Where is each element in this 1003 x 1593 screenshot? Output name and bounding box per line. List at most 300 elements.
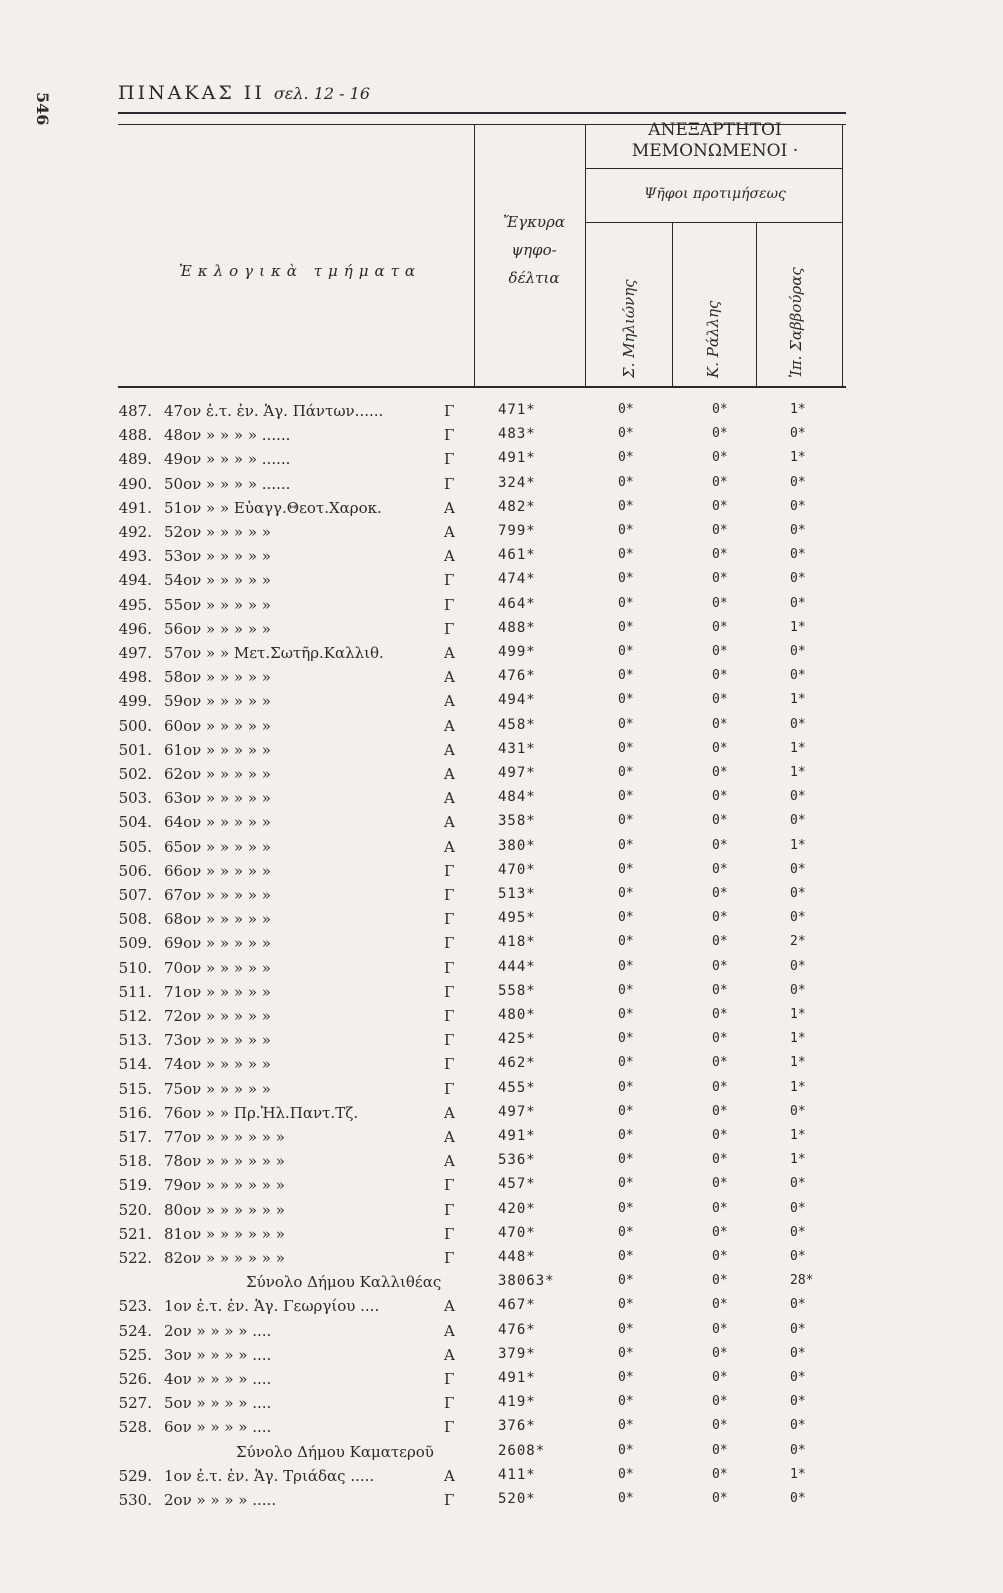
votes-milionis: 0* <box>618 426 634 441</box>
row-number: 521. <box>118 1225 152 1243</box>
votes-milionis: 0* <box>618 450 634 465</box>
votes-savvouras: 0* <box>790 1370 806 1385</box>
table-row <box>0 1322 1003 1345</box>
row-number: 526. <box>118 1370 152 1388</box>
row-number: 508. <box>118 910 152 928</box>
votes-savvouras: 1* <box>790 1467 806 1482</box>
votes-rallis: 0* <box>712 1080 728 1095</box>
header-candidate-savvouras: Ἰπ. Σαββούρας <box>787 267 805 378</box>
votes-savvouras: 0* <box>790 499 806 514</box>
votes-milionis: 0* <box>618 1249 634 1264</box>
table-row <box>0 1467 1003 1490</box>
votes-milionis: 0* <box>618 1346 634 1361</box>
header-valid-line-2: ψηφο- <box>511 241 557 259</box>
table-row <box>0 1346 1003 1369</box>
row-number: 504. <box>118 813 152 831</box>
table-row <box>0 596 1003 619</box>
row-number: 498. <box>118 668 152 686</box>
table-row <box>0 765 1003 788</box>
votes-savvouras: 1* <box>790 765 806 780</box>
table-title <box>118 82 370 104</box>
votes-milionis: 0* <box>618 1225 634 1240</box>
section-name: 61ον » » » » » <box>164 741 271 759</box>
table-row <box>0 547 1003 570</box>
table-row <box>0 910 1003 933</box>
section-type: Α <box>444 1297 455 1315</box>
section-type: Α <box>444 547 455 565</box>
votes-rallis: 0* <box>712 1007 728 1022</box>
section-type: Γ <box>444 910 455 928</box>
header-preferences: Ψῆφοι προτιμήσεως <box>644 186 786 202</box>
valid-ballots: 444* <box>498 959 536 975</box>
row-number: 506. <box>118 862 152 880</box>
votes-savvouras: 0* <box>790 523 806 538</box>
section-type: Α <box>444 1346 455 1364</box>
row-number: 517. <box>118 1128 152 1146</box>
votes-milionis: 0* <box>618 1080 634 1095</box>
table-row <box>0 1055 1003 1078</box>
table-row <box>0 886 1003 909</box>
votes-milionis: 0* <box>618 1491 634 1506</box>
table-row <box>0 1104 1003 1127</box>
section-name: 79ον » » » » » » <box>164 1176 285 1194</box>
row-number: 510. <box>118 959 152 977</box>
header-group-line-2: ΜΕΜΟΝΩΜΕΝΟΙ · <box>631 141 799 161</box>
votes-milionis: 0* <box>618 717 634 732</box>
row-number: 527. <box>118 1394 152 1412</box>
section-name: 66ον » » » » » <box>164 862 271 880</box>
table-row <box>0 475 1003 498</box>
votes-rallis: 0* <box>712 499 728 514</box>
votes-savvouras: 0* <box>790 1225 806 1240</box>
table-row <box>0 1128 1003 1151</box>
votes-rallis: 0* <box>712 838 728 853</box>
votes-milionis: 0* <box>618 1128 634 1143</box>
votes-rallis: 0* <box>712 596 728 611</box>
table-row <box>0 1225 1003 1248</box>
table-row <box>0 668 1003 691</box>
votes-milionis: 0* <box>618 547 634 562</box>
row-number: 499. <box>118 692 152 710</box>
votes-milionis: 0* <box>618 1418 634 1433</box>
row-number: 496. <box>118 620 152 638</box>
section-type: Γ <box>444 959 455 977</box>
row-number: 511. <box>118 983 152 1001</box>
row-number: 513. <box>118 1031 152 1049</box>
votes-savvouras: 0* <box>790 1201 806 1216</box>
table-row <box>0 1370 1003 1393</box>
section-name: 1ον ἐ.τ. ἐν. Ἁγ. Τριάδας ..... <box>164 1467 375 1485</box>
valid-ballots: 461* <box>498 547 536 563</box>
section-name: 51ον » » Εὐαγγ.Θεοτ.Χαροκ. <box>164 499 382 517</box>
section-type: Γ <box>444 1394 455 1412</box>
section-type: Γ <box>444 450 455 468</box>
table-row <box>0 717 1003 740</box>
row-number: 497. <box>118 644 152 662</box>
table-row <box>0 692 1003 715</box>
votes-rallis: 0* <box>712 571 728 586</box>
votes-rallis: 0* <box>712 983 728 998</box>
votes-savvouras: 0* <box>790 717 806 732</box>
section-type: Γ <box>444 1491 455 1509</box>
votes-savvouras: 2* <box>790 934 806 949</box>
votes-savvouras: 1* <box>790 838 806 853</box>
header-candidate-rallis: Κ. Ράλλης <box>704 300 722 378</box>
table-row <box>0 741 1003 764</box>
section-name: 47ον ἐ.τ. ἐν. Ἁγ. Πάντων...... <box>164 402 384 420</box>
section-type: Γ <box>444 620 455 638</box>
votes-milionis: 0* <box>618 523 634 538</box>
votes-rallis: 0* <box>712 1394 728 1409</box>
votes-milionis: 0* <box>618 1370 634 1385</box>
votes-milionis: 0* <box>618 692 634 707</box>
votes-milionis: 0* <box>618 862 634 877</box>
votes-milionis: 0* <box>618 910 634 925</box>
header-group-line-1: ΑΝΕΞΑΡΤΗΤΟΙ <box>648 120 782 140</box>
valid-ballots: 425* <box>498 1031 536 1047</box>
section-name: 2ον » » » » ..... <box>164 1491 277 1509</box>
valid-ballots: 470* <box>498 1225 536 1241</box>
section-type: Α <box>444 523 455 541</box>
valid-ballots: 376* <box>498 1418 536 1434</box>
table-row <box>0 644 1003 667</box>
votes-rallis: 0* <box>712 1201 728 1216</box>
votes-milionis: 0* <box>618 644 634 659</box>
votes-savvouras: 0* <box>790 644 806 659</box>
votes-milionis: 0* <box>618 1297 634 1312</box>
votes-savvouras: 0* <box>790 983 806 998</box>
valid-ballots: 411* <box>498 1467 536 1483</box>
votes-savvouras: 1* <box>790 1128 806 1143</box>
votes-rallis: 0* <box>712 547 728 562</box>
votes-rallis: 0* <box>712 450 728 465</box>
section-name: 54ον » » » » » <box>164 571 271 589</box>
table-row <box>0 1031 1003 1054</box>
votes-savvouras: 0* <box>790 862 806 877</box>
table-row <box>0 620 1003 643</box>
section-name: 57ον » » Μετ.Σωτῆρ.Καλλιθ. <box>164 644 384 662</box>
votes-savvouras: 1* <box>790 402 806 417</box>
table-row <box>0 426 1003 449</box>
table-row <box>0 1418 1003 1441</box>
votes-rallis: 0* <box>712 886 728 901</box>
valid-ballots: 464* <box>498 596 536 612</box>
votes-rallis: 0* <box>712 1031 728 1046</box>
section-name: 53ον » » » » » <box>164 547 271 565</box>
valid-ballots: 483* <box>498 426 536 442</box>
votes-milionis: 0* <box>618 1104 634 1119</box>
group-underline <box>585 168 842 169</box>
section-name: 71ον » » » » » <box>164 983 271 1001</box>
valid-ballots: 448* <box>498 1249 536 1265</box>
votes-rallis: 0* <box>712 1225 728 1240</box>
total-row <box>0 1443 1003 1466</box>
section-type: Α <box>444 1128 455 1146</box>
page-number: 546 <box>33 92 52 126</box>
valid-ballots: 420* <box>498 1201 536 1217</box>
section-type: Γ <box>444 571 455 589</box>
table-row <box>0 934 1003 957</box>
valid-ballots: 497* <box>498 765 536 781</box>
votes-rallis: 0* <box>712 1467 728 1482</box>
votes-milionis: 0* <box>618 596 634 611</box>
section-name: 65ον » » » » » <box>164 838 271 856</box>
valid-ballots: 558* <box>498 983 536 999</box>
header-valid-line-1: Ἔγκυρα <box>503 213 565 231</box>
section-type: Α <box>444 838 455 856</box>
valid-ballots: 324* <box>498 475 536 491</box>
votes-milionis: 0* <box>618 1273 634 1288</box>
section-name: 60ον » » » » » <box>164 717 271 735</box>
votes-milionis: 0* <box>618 1201 634 1216</box>
votes-rallis: 0* <box>712 813 728 828</box>
section-type: Γ <box>444 1201 455 1219</box>
table-row <box>0 1176 1003 1199</box>
table-title-sub: σελ. 12 - 16 <box>273 84 370 103</box>
votes-savvouras: 1* <box>790 1080 806 1095</box>
section-name: 76ον » » Πρ.Ἠλ.Παντ.Τζ. <box>164 1104 359 1122</box>
section-name: 73ον » » » » » <box>164 1031 271 1049</box>
row-number: 516. <box>118 1104 152 1122</box>
row-number: 530. <box>118 1491 152 1509</box>
section-type: Γ <box>444 1007 455 1025</box>
table-row <box>0 523 1003 546</box>
section-name: 78ον » » » » » » <box>164 1152 285 1170</box>
col-divider-sections <box>474 124 475 386</box>
section-type: Γ <box>444 983 455 1001</box>
section-name: 72ον » » » » » <box>164 1007 271 1025</box>
votes-rallis: 0* <box>712 1055 728 1070</box>
votes-rallis: 0* <box>712 765 728 780</box>
votes-savvouras: 0* <box>790 886 806 901</box>
votes-savvouras: 0* <box>790 813 806 828</box>
section-name: 64ον » » » » » <box>164 813 271 831</box>
votes-rallis: 0* <box>712 402 728 417</box>
votes-milionis: 0* <box>618 765 634 780</box>
row-number: 492. <box>118 523 152 541</box>
votes-rallis: 0* <box>712 644 728 659</box>
valid-ballots: 494* <box>498 692 536 708</box>
valid-ballots: 457* <box>498 1176 536 1192</box>
votes-savvouras: 0* <box>790 1346 806 1361</box>
row-number: 501. <box>118 741 152 759</box>
votes-savvouras: 0* <box>790 596 806 611</box>
valid-ballots: 470* <box>498 862 536 878</box>
row-number: 502. <box>118 765 152 783</box>
valid-ballots: 380* <box>498 838 536 854</box>
section-type: Γ <box>444 1080 455 1098</box>
section-type: Α <box>444 765 455 783</box>
valid-ballots: 480* <box>498 1007 536 1023</box>
section-name: 6ον » » » » .... <box>164 1418 272 1436</box>
votes-rallis: 0* <box>712 1104 728 1119</box>
section-type: Γ <box>444 1249 455 1267</box>
votes-savvouras: 1* <box>790 1031 806 1046</box>
top-rule <box>118 112 846 114</box>
votes-milionis: 0* <box>618 1031 634 1046</box>
section-name: 56ον » » » » » <box>164 620 271 638</box>
votes-rallis: 0* <box>712 862 728 877</box>
section-type: Γ <box>444 402 455 420</box>
valid-ballots: 491* <box>498 1370 536 1386</box>
votes-milionis: 0* <box>618 402 634 417</box>
table-row <box>0 1152 1003 1175</box>
votes-milionis: 0* <box>618 475 634 490</box>
row-number: 514. <box>118 1055 152 1073</box>
votes-rallis: 0* <box>712 1418 728 1433</box>
votes-savvouras: 0* <box>790 1491 806 1506</box>
section-type: Γ <box>444 426 455 444</box>
votes-milionis: 0* <box>618 1322 634 1337</box>
section-name: Σύνολο Δήμου Καματεροῦ <box>236 1443 434 1461</box>
votes-rallis: 0* <box>712 1443 728 1458</box>
section-type: Α <box>444 813 455 831</box>
section-type: Γ <box>444 934 455 952</box>
section-type: Γ <box>444 886 455 904</box>
col-divider-right <box>842 124 843 386</box>
section-type: Α <box>444 499 455 517</box>
votes-milionis: 0* <box>618 1443 634 1458</box>
votes-rallis: 0* <box>712 1273 728 1288</box>
section-type: Γ <box>444 1225 455 1243</box>
votes-milionis: 0* <box>618 571 634 586</box>
votes-milionis: 0* <box>618 1176 634 1191</box>
valid-ballots: 2608* <box>498 1443 546 1459</box>
section-type: Α <box>444 1104 455 1122</box>
section-type: Α <box>444 717 455 735</box>
section-type: Α <box>444 1467 455 1485</box>
table-row <box>0 499 1003 522</box>
row-number: 523. <box>118 1297 152 1315</box>
section-name: 82ον » » » » » » <box>164 1249 285 1267</box>
section-name: 67ον » » » » » <box>164 886 271 904</box>
votes-savvouras: 0* <box>790 1176 806 1191</box>
votes-milionis: 0* <box>618 1055 634 1070</box>
votes-milionis: 0* <box>618 983 634 998</box>
section-name: 1ον ἐ.τ. ἐν. Ἁγ. Γεωργίου .... <box>164 1297 380 1315</box>
row-number: 487. <box>118 402 152 420</box>
section-type: Α <box>444 1152 455 1170</box>
section-name: 52ον » » » » » <box>164 523 271 541</box>
votes-rallis: 0* <box>712 620 728 635</box>
table-row <box>0 789 1003 812</box>
votes-rallis: 0* <box>712 1370 728 1385</box>
valid-ballots: 462* <box>498 1055 536 1071</box>
section-type: Γ <box>444 1418 455 1436</box>
section-name: 80ον » » » » » » <box>164 1201 285 1219</box>
votes-rallis: 0* <box>712 1322 728 1337</box>
votes-rallis: 0* <box>712 692 728 707</box>
table-row <box>0 838 1003 861</box>
row-number: 489. <box>118 450 152 468</box>
votes-rallis: 0* <box>712 1152 728 1167</box>
total-row <box>0 1273 1003 1296</box>
votes-milionis: 0* <box>618 1152 634 1167</box>
votes-rallis: 0* <box>712 426 728 441</box>
header-valid-ballots <box>488 208 580 292</box>
valid-ballots: 497* <box>498 1104 536 1120</box>
table-row <box>0 862 1003 885</box>
header-valid-line-3: δέλτια <box>508 269 560 287</box>
section-name: 74ον » » » » » <box>164 1055 271 1073</box>
valid-ballots: 431* <box>498 741 536 757</box>
votes-milionis: 0* <box>618 934 634 949</box>
row-number: 507. <box>118 886 152 904</box>
row-number: 522. <box>118 1249 152 1267</box>
valid-ballots: 491* <box>498 450 536 466</box>
section-name: 49ον » » » » ...... <box>164 450 291 468</box>
votes-rallis: 0* <box>712 1491 728 1506</box>
valid-ballots: 536* <box>498 1152 536 1168</box>
valid-ballots: 455* <box>498 1080 536 1096</box>
row-number: 500. <box>118 717 152 735</box>
votes-savvouras: 0* <box>790 1104 806 1119</box>
section-type: Γ <box>444 475 455 493</box>
valid-ballots: 799* <box>498 523 536 539</box>
header-sections: Ἐκλογικὰ τμήματα <box>178 262 422 280</box>
row-number: 512. <box>118 1007 152 1025</box>
section-name: 77ον » » » » » » <box>164 1128 285 1146</box>
row-number: 488. <box>118 426 152 444</box>
table-row <box>0 1007 1003 1030</box>
votes-rallis: 0* <box>712 1346 728 1361</box>
section-type: Α <box>444 741 455 759</box>
section-type: Γ <box>444 1055 455 1073</box>
votes-rallis: 0* <box>712 668 728 683</box>
row-number: 509. <box>118 934 152 952</box>
votes-rallis: 0* <box>712 789 728 804</box>
section-name: 3ον » » » » .... <box>164 1346 272 1364</box>
votes-savvouras: 1* <box>790 620 806 635</box>
valid-ballots: 482* <box>498 499 536 515</box>
table-row <box>0 1491 1003 1514</box>
votes-rallis: 0* <box>712 523 728 538</box>
row-number: 515. <box>118 1080 152 1098</box>
section-name: 63ον » » » » » <box>164 789 271 807</box>
valid-ballots: 488* <box>498 620 536 636</box>
row-number: 519. <box>118 1176 152 1194</box>
votes-savvouras: 0* <box>790 1394 806 1409</box>
section-type: Γ <box>444 1370 455 1388</box>
votes-milionis: 0* <box>618 1007 634 1022</box>
section-name: Σύνολο Δήμου Καλλιθέας <box>246 1273 442 1291</box>
votes-milionis: 0* <box>618 741 634 756</box>
valid-ballots: 474* <box>498 571 536 587</box>
section-name: 69ον » » » » » <box>164 934 271 952</box>
section-name: 70ον » » » » » <box>164 959 271 977</box>
section-name: 59ον » » » » » <box>164 692 271 710</box>
table-row <box>0 450 1003 473</box>
votes-savvouras: 1* <box>790 1055 806 1070</box>
votes-savvouras: 1* <box>790 1152 806 1167</box>
votes-savvouras: 0* <box>790 571 806 586</box>
votes-savvouras: 1* <box>790 741 806 756</box>
votes-savvouras: 0* <box>790 426 806 441</box>
valid-ballots: 476* <box>498 668 536 684</box>
votes-rallis: 0* <box>712 1249 728 1264</box>
table-row <box>0 1080 1003 1103</box>
valid-ballots: 358* <box>498 813 536 829</box>
votes-milionis: 0* <box>618 499 634 514</box>
valid-ballots: 520* <box>498 1491 536 1507</box>
votes-rallis: 0* <box>712 934 728 949</box>
valid-ballots: 484* <box>498 789 536 805</box>
header-candidate-milionis: Σ. Μηλιώνης <box>620 279 638 378</box>
section-type: Α <box>444 668 455 686</box>
section-type: Γ <box>444 1176 455 1194</box>
table-row <box>0 1297 1003 1320</box>
row-number: 520. <box>118 1201 152 1219</box>
